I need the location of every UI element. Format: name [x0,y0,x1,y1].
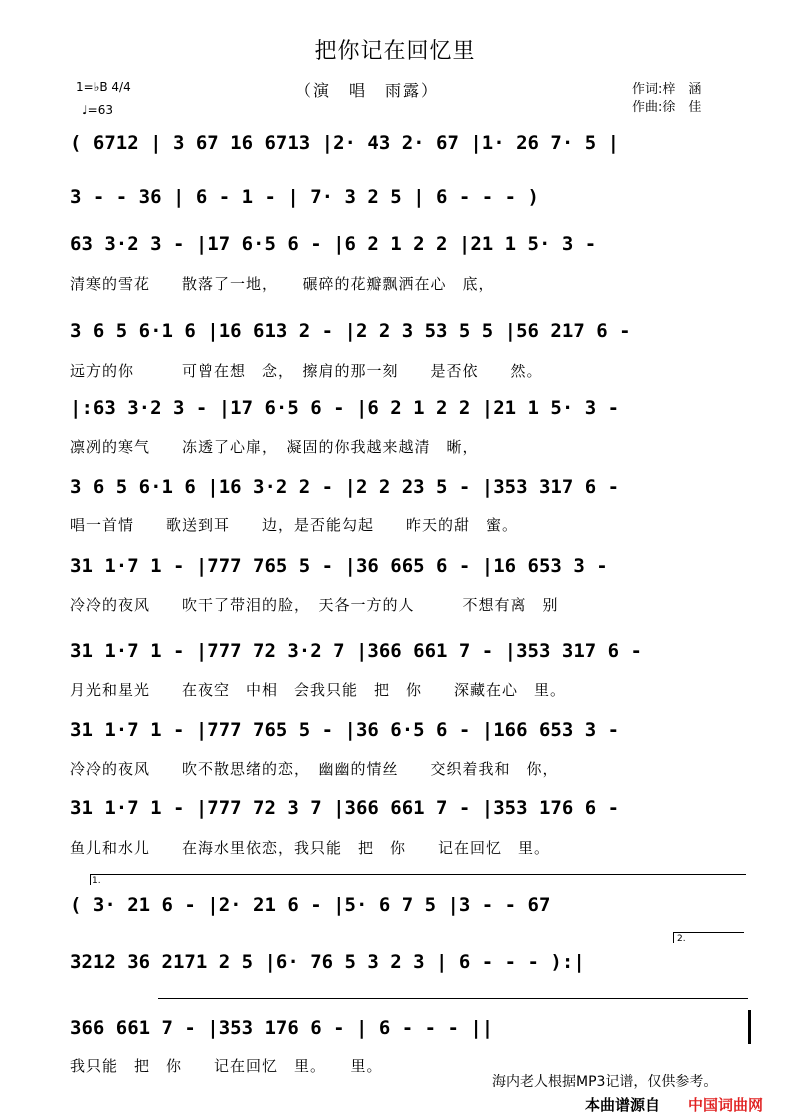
lyricist-credit: 作词:梓 涵 [632,82,702,97]
first-ending-bracket [90,874,746,885]
second-ending-bracket [158,998,748,1009]
score-row-5: |:63 3·2 3 - |17 6·5 6 - |6 2 1 2 2 |21 1 5· 3 - [70,397,620,419]
lyric-row-6: 唱一首情 歌送到耳 边，是否能勾起 昨天的甜 蜜。 [70,516,519,534]
transcription-note: 海内老人根据MP3记谱，仅供参考。 [492,1074,718,1090]
lyric-row-8: 月光和星光 在夜空 中相 会我只能 把 你 深藏在心 里。 [70,681,567,699]
song-title: 把你记在回忆里 [314,39,476,64]
score-row-10: 31 1·7 1 - |777 72 3 7 |366 661 7 - |353 176 6 - [70,797,620,819]
second-ending-label: 2. [677,934,686,944]
score-row-8: 31 1·7 1 - |777 72 3·2 7 |366 661 7 - |353 317 6 - [70,640,642,662]
lyric-row-4: 远方的你 可曾在想 念， 擦肩的那一刻 是否依 然。 [70,362,543,380]
tempo-marking: ♩=63 [82,103,113,117]
score-row-2: 3 - - 36 | 6 - 1 - | 7· 3 2 5 | 6 - - - ) [70,186,539,208]
score-row-1: ( 6712 | 3 67 16 6713 |2· 43 2· 67 |1· 26 7· 5 | [70,132,620,154]
score-row-13: 366 661 7 - |353 176 6 - | 6 - - - || [70,1017,494,1039]
score-row-3: 63 3·2 3 - |17 6·5 6 - |6 2 1 2 2 |21 1 5· 3 - [70,233,597,255]
score-row-7: 31 1·7 1 - |777 765 5 - |36 665 6 - |16 653 3 - [70,555,608,577]
lyric-row-3: 清寒的雪花 散落了一地， 碾碎的花瓣飘洒在心 底， [70,275,495,293]
score-row-11: ( 3· 21 6 - |2· 21 6 - |5· 6 7 5 |3 - - 67 [70,894,551,916]
first-ending-label: 1. [92,876,101,886]
lyric-row-9: 冷冷的夜风 吹不散思绪的恋， 幽幽的情丝 交织着我和 你， [70,760,559,778]
lyric-row-13: 我只能 把 你 记在回忆 里。 里。 [70,1057,383,1075]
score-row-4: 3 6 5 6·1 6 |16 613 2 - |2 2 3 53 5 5 |56 217 6 - [70,320,631,342]
lyric-row-7: 冷冷的夜风 吹干了带泪的脸， 天各一方的人 不想有离 别 [70,596,559,614]
lyric-row-10: 鱼儿和水儿 在海水里依恋，我只能 把 你 记在回忆 里。 [70,839,551,857]
lyric-row-5: 凛冽的寒气 冻透了心扉， 凝固的你我越来越清 晰， [70,438,479,456]
score-row-6: 3 6 5 6·1 6 |16 3·2 2 - |2 2 23 5 - |353 317 6 - [70,476,620,498]
final-barline [748,1010,751,1044]
source-site[interactable]: 中国词曲网 [688,1096,764,1114]
singer-line: （演 唱 雨露） [295,81,440,100]
key-signature: 1=♭B 4/4 [76,80,131,94]
composer-credit: 作曲:徐 佳 [632,100,702,115]
source-label: 本曲谱源自 [585,1096,661,1114]
score-row-9: 31 1·7 1 - |777 765 5 - |36 6·5 6 - |166 653 3 - [70,719,620,741]
score-row-12: 3212 36 2171 2 5 |6· 76 5 3 2 3 | 6 - - - ):| [70,951,585,973]
